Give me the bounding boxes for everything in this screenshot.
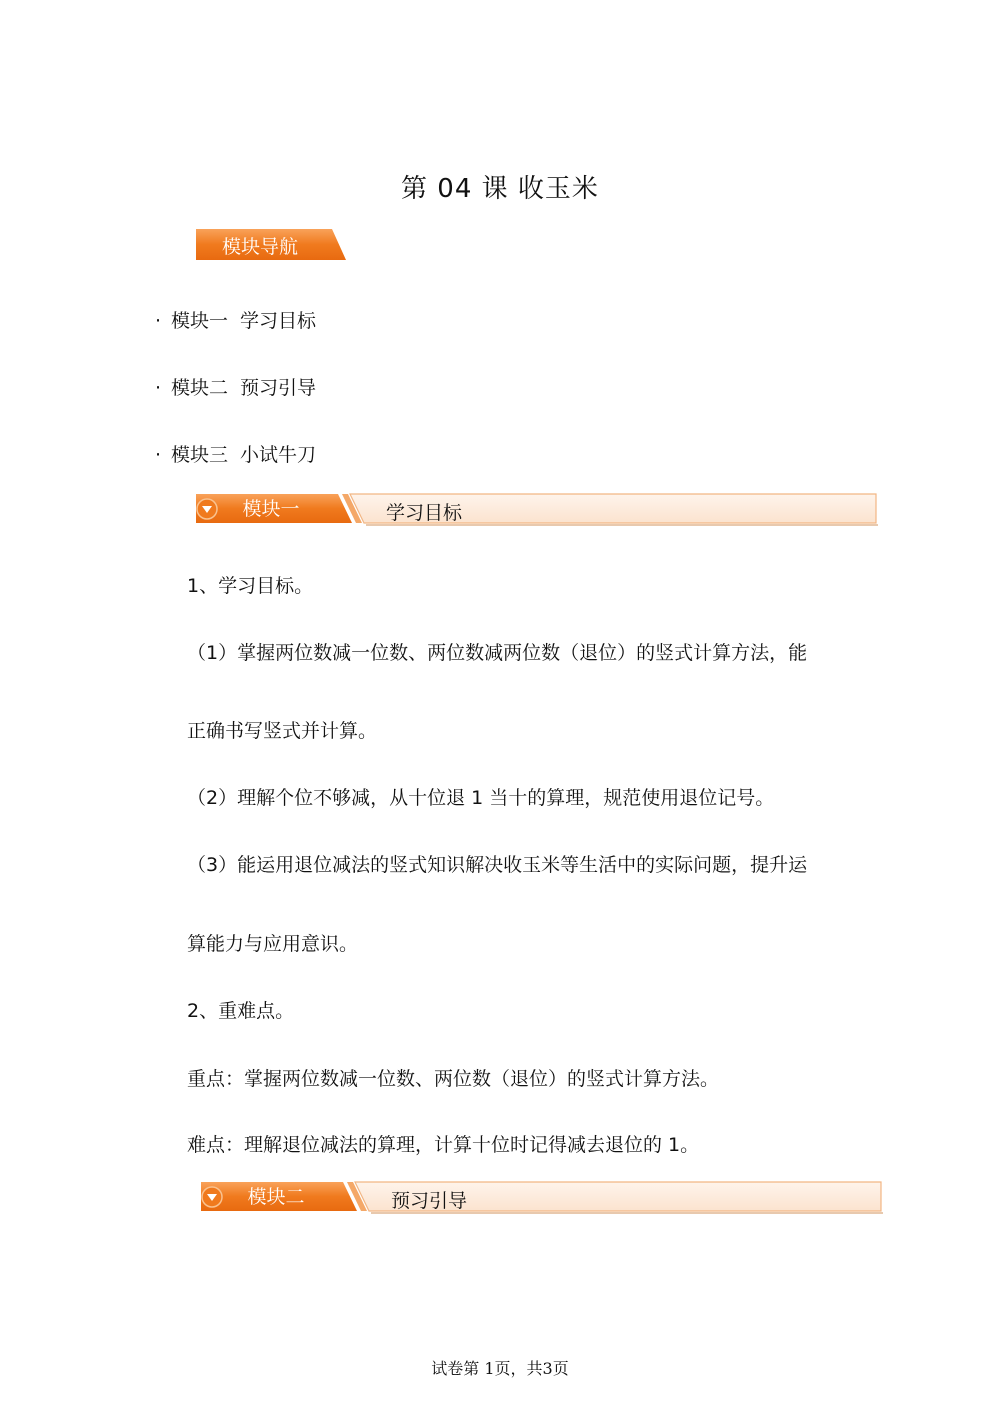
nav-item-title: 学习目标 [240, 310, 317, 332]
goal-2: （2）理解个位不够减，从十位退 1 当十的算理，规范使用退位记号。 [187, 787, 775, 809]
module-1-label: 模块一 [242, 498, 300, 520]
module-1-banner[interactable] [196, 492, 886, 528]
nav-item-module-2[interactable] [155, 373, 316, 400]
nav-item-module-1[interactable] [155, 306, 316, 333]
nav-item-title: 预习引导 [240, 377, 317, 399]
module-2-title: 预习引导 [391, 1190, 468, 1212]
module-1-title: 学习目标 [386, 502, 463, 524]
bullet: · [155, 377, 162, 399]
bullet: · [155, 444, 162, 466]
chevron-down-circle-icon[interactable] [201, 1186, 223, 1208]
goal-3-line-2: 算能力与应用意识。 [187, 933, 359, 955]
goal-1-line-2: 正确书写竖式并计算。 [187, 720, 378, 742]
module-2-banner[interactable] [201, 1180, 891, 1216]
chevron-down-circle-icon[interactable] [196, 498, 218, 520]
nav-item-title: 小试牛刀 [240, 444, 317, 466]
goal-heading: 1、学习目标。 [187, 575, 314, 597]
module-nav-label: 模块导航 [221, 236, 298, 258]
key-point: 重点：掌握两位数减一位数、两位数（退位）的竖式计算方法。 [187, 1068, 720, 1090]
nav-item-label: 模块二 [171, 377, 229, 399]
nav-item-label: 模块三 [171, 444, 229, 466]
goal-1-line-1: （1）掌握两位数减一位数、两位数减两位数（退位）的竖式计算方法，能 [187, 642, 808, 664]
module-nav-tab [196, 229, 346, 260]
key-heading: 2、重难点。 [187, 1000, 295, 1022]
bullet: · [155, 310, 162, 332]
goal-3-line-1: （3）能运用退位减法的竖式知识解决收玉米等生活中的实际问题，提升运 [187, 854, 808, 876]
nav-item-label: 模块一 [171, 310, 229, 332]
difficult-point: 难点：理解退位减法的算理，计算十位时记得减去退位的 1。 [187, 1134, 700, 1156]
nav-item-module-3[interactable] [155, 440, 316, 467]
page-footer: 试卷第 1页，共3页 [431, 1359, 569, 1378]
page-title: 第 04 课 收玉米 [401, 174, 599, 204]
module-2-label: 模块二 [247, 1186, 305, 1208]
